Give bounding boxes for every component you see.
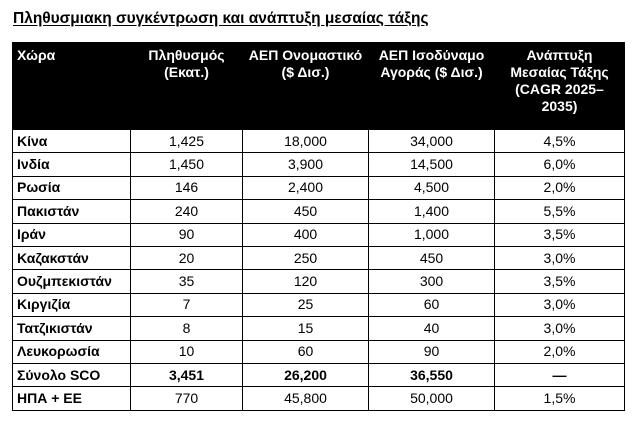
cell-middle-class-growth: 3,0% <box>495 293 625 316</box>
cell-middle-class-growth: 2,0% <box>495 340 625 363</box>
cell-middle-class-growth: — <box>495 363 625 386</box>
table-row <box>13 153 625 176</box>
cell-gdp-ppp: 450 <box>369 246 495 269</box>
data-table <box>12 42 625 411</box>
cell-gdp-ppp: 14,500 <box>369 153 495 176</box>
document-title: Πληθυσμιακη συγκέντρωση και ανάπτυξη μεσαίας τάξης <box>13 10 429 27</box>
cell-gdp-nominal: 25 <box>243 293 369 316</box>
cell-gdp-nominal: 15 <box>243 317 369 340</box>
cell-population: 90 <box>131 223 243 246</box>
table-row <box>13 246 625 269</box>
cell-gdp-ppp: 40 <box>369 317 495 340</box>
table-row <box>13 363 625 386</box>
cell-country: Ρωσία <box>13 176 131 199</box>
cell-population: 35 <box>131 270 243 293</box>
cell-gdp-nominal: 250 <box>243 246 369 269</box>
cell-gdp-ppp: 1,000 <box>369 223 495 246</box>
cell-gdp-nominal: 2,400 <box>243 176 369 199</box>
table-body <box>13 130 625 411</box>
cell-middle-class-growth: 6,0% <box>495 153 625 176</box>
table-row <box>13 176 625 199</box>
cell-gdp-ppp: 34,000 <box>369 130 495 153</box>
cell-gdp-ppp: 50,000 <box>369 387 495 410</box>
cell-gdp-nominal: 60 <box>243 340 369 363</box>
cell-gdp-ppp: 90 <box>369 340 495 363</box>
cell-gdp-nominal: 400 <box>243 223 369 246</box>
cell-gdp-nominal: 3,900 <box>243 153 369 176</box>
cell-country: Πακιστάν <box>13 200 131 223</box>
table-row <box>13 387 625 410</box>
cell-gdp-ppp: 300 <box>369 270 495 293</box>
cell-gdp-ppp: 36,550 <box>369 363 495 386</box>
header-population: Πληθυσμός (Εκατ.) <box>131 43 243 130</box>
cell-population: 7 <box>131 293 243 316</box>
cell-country: Σύνολο SCO <box>13 363 131 386</box>
header-gdp-nominal: ΑΕΠ Ονομαστικό ($ Δισ.) <box>243 43 369 130</box>
cell-population: 770 <box>131 387 243 410</box>
cell-country: Καζακστάν <box>13 246 131 269</box>
cell-middle-class-growth: 3,5% <box>495 270 625 293</box>
cell-middle-class-growth: 3,0% <box>495 246 625 269</box>
header-middle-class-growth: Ανάπτυξη Μεσαίας Τάξης (CAGR 2025–2035) <box>495 43 625 130</box>
cell-gdp-nominal: 450 <box>243 200 369 223</box>
cell-population: 240 <box>131 200 243 223</box>
table-row <box>13 200 625 223</box>
cell-country: Τατζικιστάν <box>13 317 131 340</box>
cell-middle-class-growth: 3,5% <box>495 223 625 246</box>
cell-gdp-nominal: 120 <box>243 270 369 293</box>
table-row <box>13 293 625 316</box>
cell-gdp-nominal: 45,800 <box>243 387 369 410</box>
cell-country: Ιράν <box>13 223 131 246</box>
table-row <box>13 270 625 293</box>
cell-population: 1,450 <box>131 153 243 176</box>
cell-country: Ινδία <box>13 153 131 176</box>
cell-country: Ουζμπεκιστάν <box>13 270 131 293</box>
cell-population: 1,425 <box>131 130 243 153</box>
cell-gdp-ppp: 60 <box>369 293 495 316</box>
cell-middle-class-growth: 4,5% <box>495 130 625 153</box>
cell-country: Κίνα <box>13 130 131 153</box>
cell-country: Κιργιζία <box>13 293 131 316</box>
header-gdp-ppp: ΑΕΠ Ισοδύναμο Αγοράς ($ Δισ.) <box>369 43 495 130</box>
header-row <box>13 43 625 130</box>
cell-population: 146 <box>131 176 243 199</box>
cell-gdp-nominal: 18,000 <box>243 130 369 153</box>
cell-population: 20 <box>131 246 243 269</box>
cell-country: ΗΠΑ + ΕΕ <box>13 387 131 410</box>
cell-middle-class-growth: 1,5% <box>495 387 625 410</box>
cell-middle-class-growth: 2,0% <box>495 176 625 199</box>
table-row <box>13 317 625 340</box>
cell-population: 3,451 <box>131 363 243 386</box>
cell-middle-class-growth: 5,5% <box>495 200 625 223</box>
cell-gdp-ppp: 1,400 <box>369 200 495 223</box>
cell-gdp-ppp: 4,500 <box>369 176 495 199</box>
table-header <box>13 43 625 130</box>
cell-country: Λευκορωσία <box>13 340 131 363</box>
table-row <box>13 223 625 246</box>
cell-population: 8 <box>131 317 243 340</box>
table-row <box>13 130 625 153</box>
cell-middle-class-growth: 3,0% <box>495 317 625 340</box>
table-row <box>13 340 625 363</box>
header-country: Χώρα <box>13 43 131 130</box>
cell-population: 10 <box>131 340 243 363</box>
cell-gdp-nominal: 26,200 <box>243 363 369 386</box>
